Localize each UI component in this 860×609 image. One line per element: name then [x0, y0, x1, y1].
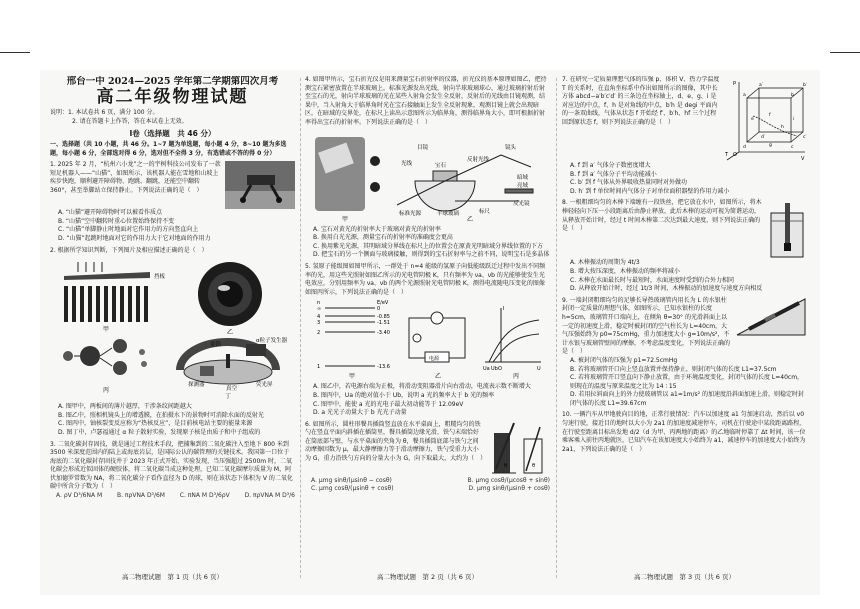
fig-label-yi: 乙 — [226, 329, 234, 337]
label-gem: 宝石 — [435, 162, 447, 169]
svg-text:0: 0 — [377, 306, 381, 313]
page-footer-1: 高二物理试题 第 1 页（共 6 页） — [121, 573, 224, 582]
q4-option-d: D. 把宝石的另一个侧面与玻璃接触，则得到的宝石折射率与之前不同，说明宝石是多晶体 — [313, 251, 550, 259]
page-footer-3: 高二物理试题 第 3 页（共 6 页） — [633, 573, 736, 582]
svg-text:甲: 甲 — [349, 373, 356, 381]
label-light: 光线 — [401, 160, 413, 167]
question-7: 7. 在研究一定质量理想气体的压强 p、体积 V、热力学温度 T 的关系时，在直角坐标系中作出如图所示的图像，其中长方体 abcd−a′b′c′d′ 的三条边在坐标轴上，d、e、g、i 是对应边的中点，f、h 是对角线的中点，b′h 是 degi 平面内的一条双曲线，气体从状态 f 开始经 f′、b′h、hf 三个过程回到原状态 f，则下列说法正确的是（ ） — [562, 76, 720, 126]
question-1: 1. 2025 年 2 月，“杭州六小龙”之一的宇树科技公司发布了一款短足机器人——“山猫”，如图所示，该机器人能在雪地和山坡上疾步快跑，顺利避开障碍物、跑跳、翻跳，还能空中翻转 360°，甚至举脚站立保持静止。下列说法正确的是（ ） — [50, 161, 221, 194]
svg-text:I: I — [503, 306, 505, 313]
svg-text:-13.6: -13.6 — [377, 364, 390, 371]
q6-option-c: C. μmg cosθ/(μsinθ + cosθ) — [311, 485, 394, 493]
column-divider — [300, 78, 301, 578]
fig-camera-lens — [198, 262, 262, 326]
section-description: 一、选择题（共 10 小题，共 46 分。1~7 题为单选题，每小题 4 分，8~10 题为多选题，每小题 6 分，全部选对得 6 分，选对但不全得 3 分，有选错或不答的得 0 分） — [50, 140, 287, 157]
q7-pvt-cube — [725, 76, 807, 162]
q7-option-b: B. f 到 a′ 气体分子平均动能减小 — [570, 170, 657, 178]
lv-n: n — [317, 300, 321, 307]
q2-option-d: D. 图丁中，卢瑟福通过 α 粒子散射实验，发现原子核是由质子和中子组成的 — [58, 428, 261, 436]
q8-option-a: A. 木棒振动的周期为 4t/3 — [570, 259, 640, 267]
q5-option-b: B. 图丙中，Ua 的绝对值小于 Ub，说明 a 光的频率大于 b 光的频率 — [313, 391, 495, 399]
q3-option-c: C. πNA M D³/6ρV — [179, 492, 230, 500]
q3-options — [50, 492, 295, 501]
q4-figures — [305, 131, 545, 223]
question-4: 4. 如图甲所示，宝石折光仪是用来测量宝石折射率的仪器，折光仪的基本原理如图乙，把待测宝石紧密放置在半球玻璃上，标准光源发出光线，射向半球玻璃球心，通过玻璃折射后射至宝石的光，射向半球玻璃的光在某些入射角会发生全反射，反射后的光线由目镜观测，结果中，当入射角大于临界角时光在宝石接触面上发生全反射现象，观测目镜上就会出现暗区，在暗域的交界处，在标尺上读出示意图所示为临界角，测得临界角大小，即可根据折射率得出宝石的折射率。下列说法正确的是（ ） — [305, 76, 547, 126]
question-10: 10. 一辆汽车从甲地驶向目的地，正常行驶情况：汽车以加速度 a1 匀加速启动，然后以 v0 匀速行驶，接近目的地时以大小为 2a1 的加速度减速停车，司机在行驶途中某段距离路程，在行驶至距离目标出发地 d/2（d 为甲、丙两地的距离）的乙地临时停靠了 Δt 时间，该一位乘客乘入前往丙地就医，已知汽车在该加速度大小始终为 a1，减速停车的加速度大小始终为 2a1，下列说法正确的是（ ） — [562, 411, 806, 453]
fig-label-jinbo: 金箔 — [210, 342, 222, 349]
q6-options-row2 — [305, 485, 550, 494]
q2-figures — [50, 258, 290, 400]
svg-text:O: O — [498, 366, 502, 373]
fig-label-jia: 甲 — [341, 215, 349, 223]
fig-label-yi: 乙 — [466, 215, 474, 223]
svg-text:f: f — [769, 113, 771, 118]
label-scale: 标尺 — [479, 208, 491, 215]
fig-label-dangban: 挡板 — [154, 274, 166, 281]
page-footer-2: 高二物理试题 第 2 页（共 6 页） — [376, 573, 479, 582]
q8-option-d: D. 从释放开始计时，经过 1t/3 时间，木棒振动的加速度与速度方向相反 — [570, 285, 763, 293]
svg-text:h: h — [781, 125, 784, 130]
question-2: 2. 根据所学知识判断，下列图片及相应描述正确的是（ ） — [50, 246, 208, 254]
q4-option-a: A. 宝石对黄光的折射率大于玻璃对黄光的折射率 — [313, 225, 441, 233]
fig-refractometer-photo — [315, 137, 380, 211]
fig-energy-levels — [325, 308, 375, 366]
svg-text:c′: c′ — [803, 135, 807, 140]
fig-label-jia: 甲 — [102, 326, 110, 334]
q7-option-a: A. f 到 a′ 气体分子数密度增大 — [570, 162, 651, 169]
svg-text:d′: d′ — [761, 135, 765, 140]
question-6: 6. 如图所示，圆柱形餐具插筒竖直放在水平桌面上，粗糙均匀的铁勺在竖直平面内斜插在插筒里，餐具插筒边缘光滑，铁勺末端恰好在筒底部与壁，与水平桌面的夹角为 θ，餐具插筒底部与铁勺之间动摩擦因数为 μ，最大静摩擦力等于滑动摩擦力，铁勺受重力大小为 G，重力沿铁勺方向的分量大小为 G，向下取最大，大约为（ ） — [305, 420, 487, 463]
q2-option-a: A. 图甲中，两板间的薄片越厚，干涉条纹间距越大 — [58, 403, 192, 411]
label-hemisphere: 半球玻璃 — [437, 210, 460, 217]
question-9: 9. 一端封闭粗细均匀的足够长导热玻璃管内用长为 L 的水银柱封闭一定质量的理想气体，如图所示，已知水银柱的长度 h=5cm，玻璃管开口端向上，在倾角 θ=30° 的光滑斜面上以一定的初速度上滑，稳定时被封闭的空气柱长为 L=40cm，大气压强始终为 p0=75cmHg，重力加速度大小 g=10m/s²，不计水银与玻璃管壁间的摩擦，不考虑温度变化，下列说法正确的是（ ） — [562, 296, 731, 356]
lv-e: E/eV — [377, 300, 389, 307]
svg-text:-3.40: -3.40 — [377, 330, 390, 337]
label-reflected: 反射光线 — [467, 156, 490, 163]
q6-figure — [488, 421, 550, 477]
q6-option-a: A. μmg sinθ/(μsinθ − cosθ) — [311, 476, 392, 484]
q6-option-b: B. μmg cosθ/(μcosθ + sinθ) — [467, 476, 550, 484]
label-bright: 亮域 — [517, 182, 529, 189]
q1-option-a: A. “山猫”避开障碍物时可以被看作质点 — [58, 209, 163, 217]
q8-figure — [767, 199, 807, 259]
exam-title: 高二年级物理试题 — [96, 86, 249, 107]
svg-text:θ: θ — [504, 462, 508, 469]
q5-option-c: C. 图甲中，能使 a 光的光电子最大初动能等于 12.09eV — [313, 400, 464, 408]
q5-option-a: A. 图乙中，若电源右端为正极，将滑动变阻器滑片向右滑动，电流表示数不断增大 — [313, 383, 531, 391]
q2-option-b: B. 图乙中，照相机镜头上的增透膜，在拍摄水下的景物时可消除水面的反射光 — [58, 411, 264, 419]
fig-iv-curves — [485, 308, 541, 362]
exam-header: 邢台一中 2024—2025 学年第二学期第四次月考 — [66, 76, 279, 87]
label-dark: 暗域 — [517, 174, 529, 181]
svg-text:4: 4 — [317, 314, 321, 321]
svg-text:a′: a′ — [759, 83, 763, 88]
svg-text:b: b — [791, 93, 794, 98]
svg-text:a: a — [743, 93, 746, 98]
svg-text:c: c — [791, 145, 794, 150]
q2-option-c: C. 图丙中，铀核裂变反应称为“热核反应”，是目前核电站主要的能量来源 — [58, 420, 253, 428]
q7-option-c: C. b′ 到 f 气体从外界吸收热量同时对外做功 — [570, 179, 688, 187]
q1-option-d: D. “山猫”起跳时地面对它的作用力大于它对地面的作用力 — [58, 234, 211, 242]
fig-label-detector: 探测器 — [188, 382, 205, 389]
q9-option-d: D. 若用拉斜面向上的外力使玻璃管以 a1=1m/s² 的加速度沿斜面加速上滑，则稳定时封闭气体的长度 L1=39.67cm — [570, 391, 804, 407]
fig-label-bing: 丙 — [102, 387, 110, 395]
question-3: 3. 二氧化碳封存固技，就是通过工程技术手段，把捕集到的二氧化碳注入至地下 800 米到 3500 米深度范围内的陆上或海底岩层，是国际公认的碳管理的关键技术。我国第一口位于海底的二氧化碳封存固技井于 2023 年正式开始，实验发现，当压强超过 2500m 时，二氧化碳会形成近似固体的硬胶体，将二氧化碳当成这种处理，已知二氧化碳摩尔质量为 M，阿伏加德罗常数为 NA，将二氧化碳分子看作直径为 D 的球，则在该状态下体积为 V 的二氧化碳中所含分子数为（ ） — [50, 440, 293, 491]
fig-label-ding: 丁 — [224, 393, 232, 401]
svg-text:2: 2 — [317, 330, 321, 337]
question-5: 5. 氢原子能级图如图甲所示，一群处于 n=4 能级的氢原子向低能级跃迁过程中发出不同频率的光，用这些光照射如图乙所示的光电管阴极 K，只有频率为 νa、νb 的光能够使发生光电效应，分别用频率为 νa、νb 的两个光源照射光电管阴极 K，测得电流随电压变化的图像如图丙所示，下列说法正确的是（ ） — [305, 262, 546, 296]
svg-text:Ub: Ub — [491, 366, 498, 373]
column-divider — [556, 78, 557, 578]
q9-option-b: B. 若将玻璃管开口向上竖直放置并保持静止，则封闭气体的长度 L1=37.5cm — [570, 365, 777, 373]
question-8: 8. 一根粗细均匀的木棒下端缠有一段铁丝，把它放在水中，如图所示，将木棒轻轻向下压一小段距离后由静止释放，此后木棒的运动可视为简谐运动，从释放开始计时，经过 t 时间木棒第二次达到最大速度，则下列说法正确的是（ ） — [562, 199, 762, 233]
section-title: Ⅰ卷（选择题 共 46 分） — [129, 129, 216, 139]
exam-notes — [50, 109, 295, 126]
q9-figure — [735, 297, 807, 337]
q7-option-d: D. h′ 到 f 单位时间内气体分子对单位面积器壁的作用力减小 — [570, 187, 730, 195]
label-mirror: 反光镜 — [513, 200, 530, 207]
fig-label-screen: 荧光屏 — [256, 382, 273, 389]
q6-option-d: D. μmg sinθ/(μsinθ + cosθ) — [468, 485, 550, 493]
svg-text:U: U — [537, 366, 541, 373]
svg-text:d: d — [743, 145, 746, 150]
q8-option-b: B. 增大按压深度，木棒振动的频率将减小 — [570, 267, 680, 275]
q4-option-c: C. 换用紫光光源，其明暗域分界线在标尺上的位置会在原黄光明暗域分界线位置的下方 — [313, 242, 544, 250]
q4-option-b: B. 换用白光光源，测量宝石的折射率的准确度会更高 — [313, 234, 453, 242]
svg-text:O: O — [733, 152, 737, 158]
robot-photo — [225, 161, 295, 209]
svg-text:T: T — [725, 152, 729, 158]
q9-option-c: C. 若将玻璃管开口竖直向下静止放置，由于环境温度变化，封闭气体的长度 L=40cm，则现在的温度与原来温度之比为 14 ∶ 15 — [570, 374, 804, 390]
q1-option-c: C. “山猫”单脚静止时地面对它作用力的方向竖直向上 — [58, 226, 199, 234]
q9-option-a: A. 被封闭气体的压强为 p1=72.5cmHg — [570, 356, 678, 364]
label-source: 标准光源 — [399, 210, 422, 217]
svg-text:电源: 电源 — [429, 356, 440, 363]
q5-figures — [305, 300, 545, 380]
svg-text:g: g — [769, 143, 772, 148]
fig-label-alpha-source: α粒子发生器 — [256, 338, 288, 345]
svg-text:i: i — [793, 117, 795, 122]
svg-text:Ua: Ua — [483, 366, 490, 373]
svg-text:1: 1 — [317, 364, 321, 371]
fig-interference — [64, 262, 150, 322]
note-line: 说明：1. 本试卷共 6 页，满分 100 分。 — [50, 109, 159, 117]
page-column-3 — [562, 76, 807, 586]
svg-text:丙: 丙 — [513, 373, 520, 381]
q3-option-a: A. ρV D³/6NA M — [56, 492, 103, 500]
note-line: 2. 请在答题卡上作答，答在本试卷上无效。 — [72, 117, 188, 125]
svg-text:b′: b′ — [803, 83, 807, 88]
fold-mark-left — [0, 52, 30, 53]
page-column-2 — [305, 76, 550, 586]
q8-option-c: C. 木棒在水面最长时与最短时，水面速度时受到的合外力相同 — [570, 276, 735, 284]
svg-text:e: e — [751, 117, 754, 122]
fold-mark-right — [830, 52, 860, 53]
label-lens: 镜头 — [505, 144, 517, 151]
label-eyepiece: 目镜 — [417, 144, 429, 151]
fig-label-vacuum: 真空 — [226, 386, 238, 393]
svg-text:-0.85: -0.85 — [377, 314, 390, 321]
svg-text:乙: 乙 — [435, 373, 442, 381]
svg-text:∞: ∞ — [317, 306, 322, 313]
svg-text:θ: θ — [532, 462, 536, 469]
q5-option-d: D. a 光光子动量大于 b 光光子动量 — [313, 409, 407, 417]
svg-text:V: V — [801, 156, 805, 162]
svg-text:-1.51: -1.51 — [377, 320, 390, 327]
svg-text:p: p — [733, 80, 737, 86]
q1-option-b: B. “山猫”空中翻转时重心位置始终保持不变 — [58, 217, 175, 225]
fig-phototube-circuit — [409, 312, 465, 362]
q3-option-d: D. πρVNA M D³/6 — [244, 492, 295, 500]
svg-text:3: 3 — [317, 320, 321, 327]
q6-options — [305, 477, 550, 486]
fig-fission — [63, 339, 147, 375]
q3-option-b: B. πρVNA D³/6M — [116, 492, 165, 500]
page-column-1 — [50, 76, 295, 586]
fig-alpha-scattering — [180, 342, 276, 384]
